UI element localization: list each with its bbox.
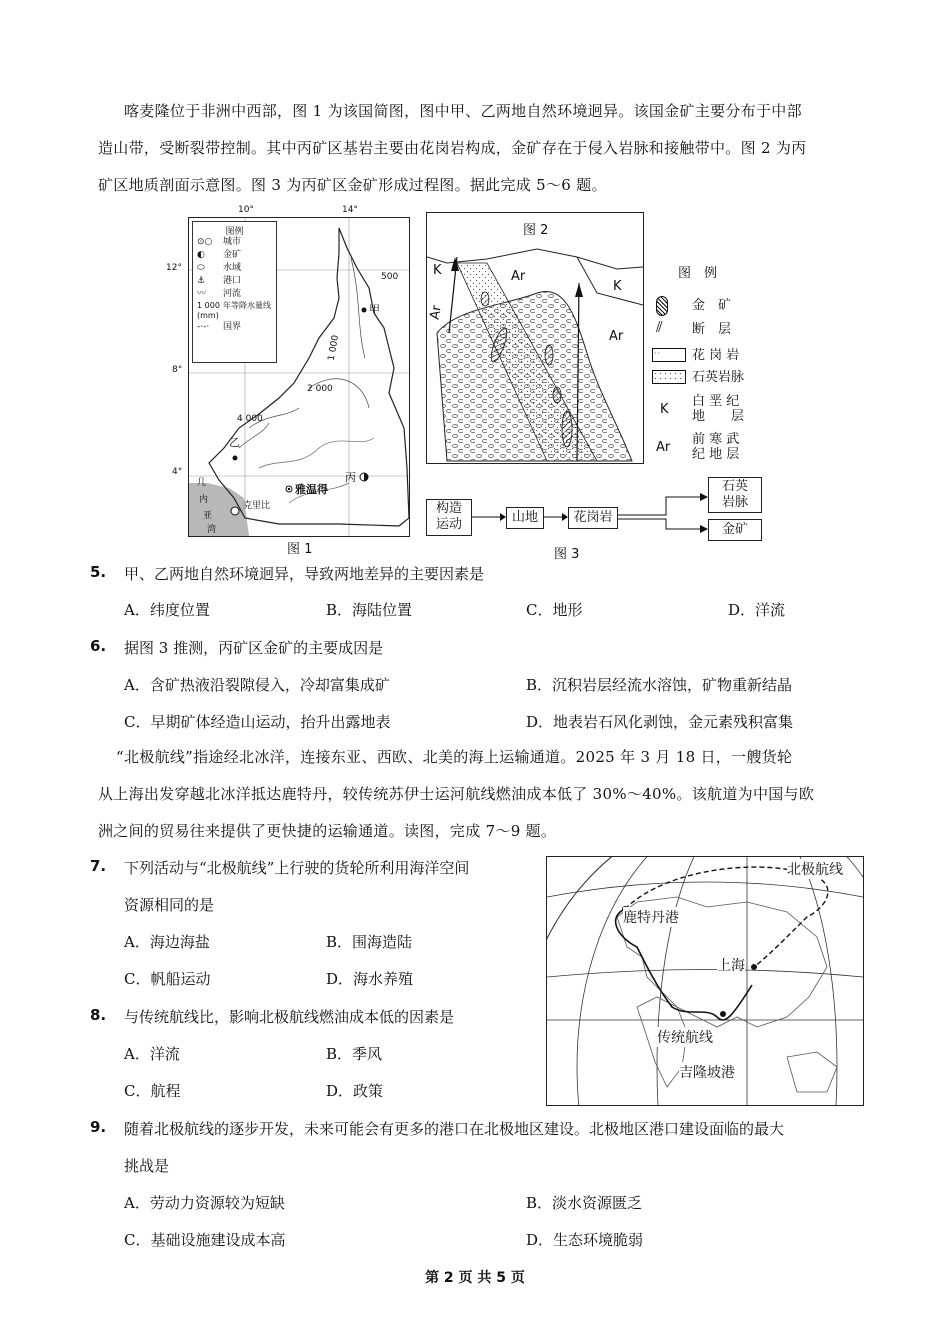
intro2-line2: 从上海出发穿越北冰洋抵达鹿特丹，较传统苏伊士运河航线燃油成本低了 30%～40%。该航道为中国与欧: [98, 785, 815, 803]
gold-symbol: ◐: [197, 250, 205, 260]
rock-k-right: K: [613, 279, 622, 294]
sea-char-3: 亚: [203, 511, 213, 521]
q9-number: 9.: [90, 1118, 107, 1136]
rock-ar-top: Ar: [511, 269, 526, 284]
intro1-line1: 喀麦隆位于非洲中西部，图 1 为该国简图，图中甲、乙两地自然环境迥异。该国金矿主要分布于中部: [124, 102, 802, 120]
legend-city: 城市: [223, 237, 242, 247]
legend-gold-symbol: [656, 296, 668, 316]
q8-option-a[interactable]: A．洋流: [124, 1045, 180, 1063]
figure-1-map: [166, 205, 410, 535]
legend-gold: 金矿: [223, 250, 242, 260]
jia-dot: [362, 308, 367, 313]
legend-quartz-symbol: [652, 370, 686, 384]
gold-body-1: [481, 292, 489, 306]
shanghai-label: 上海: [717, 955, 745, 975]
intro-paragraph-2: [98, 739, 858, 850]
question-5: [90, 563, 868, 623]
traditional-route-label: 传统航线: [657, 1027, 713, 1047]
intro2-line1: “北极航线”指途经北冰洋，连接东亚、西欧、北美的海上运输通道。2025 年 3 月 18 日，一艘货轮: [116, 748, 793, 766]
gold-body-5: [553, 387, 561, 403]
flow-step-tectonic: [426, 499, 472, 536]
gold-body-3: [545, 345, 553, 365]
legend-ar-text-1: 前 寒 武: [692, 432, 740, 447]
port-symbol: ⚓: [197, 276, 206, 286]
q9-option-b[interactable]: B．淡水资源匮乏: [526, 1194, 643, 1212]
fig1-caption: 图 1: [287, 542, 313, 557]
isohyet-4000: 4 000: [237, 414, 263, 424]
lat-label-8: 8°: [172, 365, 183, 375]
fig2-legend-title: 图 例: [678, 266, 718, 281]
intro-paragraph-1: [98, 93, 858, 204]
gold-body-4: [562, 411, 572, 447]
q8-option-b[interactable]: B．季风: [326, 1045, 383, 1063]
q5-option-a[interactable]: A．纬度位置: [124, 601, 210, 619]
q6-option-a[interactable]: A．含矿热液沿裂隙侵入，冷却富集成矿: [124, 676, 390, 694]
q7-number: 7.: [90, 857, 107, 875]
q9-option-d[interactable]: D．生态环境脆弱: [526, 1231, 644, 1249]
legend-k-text-1: 白 垩 纪: [692, 394, 740, 409]
legend-k-symbol: K: [660, 402, 669, 417]
kuala-lumpur-label: 吉隆坡港: [679, 1062, 735, 1082]
flow-step-tectonic-text: 构造运动: [435, 501, 462, 532]
legend-granite-symbol: [652, 348, 686, 362]
q6-option-b[interactable]: B．沉积岩层经流水溶蚀，矿物重新结晶: [526, 676, 793, 694]
border-symbol: -·-·: [197, 322, 210, 332]
q6-stem: 据图 3 推测，丙矿区金矿的主要成因是: [124, 639, 384, 657]
jia-label: 甲: [369, 303, 380, 316]
sea-char-2: 内: [199, 495, 209, 505]
intro2-line3: 洲之间的贸易往来提供了更快捷的运输通道。读图，完成 7～9 题。: [98, 822, 557, 840]
legend-fault-symbol: ⫽: [656, 318, 663, 336]
lat-label-4: 4°: [172, 467, 183, 477]
isohyet-unit: (mm): [197, 311, 219, 320]
question-6: [90, 637, 868, 737]
q7-option-c[interactable]: C．帆船运动: [124, 970, 211, 988]
q6-option-d[interactable]: D．地表岩石风化剥蚀，金元素残积富集: [526, 713, 794, 731]
sea-char-4: 湾: [207, 525, 217, 535]
q8-number: 8.: [90, 1006, 107, 1024]
q9-stem-2: 挑战是: [124, 1157, 170, 1175]
intro1-line3: 矿区地质剖面示意图。图 3 为丙矿区金矿形成过程图。据此完成 5～6 题。: [98, 176, 607, 194]
flow-step-mountain: 山地: [506, 507, 544, 529]
q7-option-b[interactable]: B．围海造陆: [326, 933, 413, 951]
figure-3-flow: [426, 475, 766, 543]
city-symbol: ⊙○: [197, 237, 213, 247]
q9-option-a[interactable]: A．劳动力资源较为短缺: [124, 1194, 285, 1212]
legend-river: 河流: [223, 289, 242, 299]
fig2-legend: [652, 264, 762, 464]
q6-option-c[interactable]: C．早期矿体经造山运动，抬升出露地表: [124, 713, 391, 731]
lon-label-14: 14°: [342, 205, 358, 215]
rock-ar-right: Ar: [609, 329, 624, 344]
legend-ar-text-2: 纪 地 层: [692, 447, 740, 462]
water-symbol: ⬭: [197, 263, 205, 273]
q7-option-d[interactable]: D．海水养殖: [326, 970, 414, 988]
legend-gold-text: 金 矿: [692, 298, 732, 313]
q5-number: 5.: [90, 563, 107, 581]
fig1-legend: [192, 221, 277, 363]
map-frame: [188, 217, 410, 537]
q8-option-c[interactable]: C．航程: [124, 1082, 181, 1100]
q8-stem: 与传统航线比，影响北极航线燃油成本低的因素是: [124, 1008, 455, 1026]
q7-option-a[interactable]: A．海边海盐: [124, 933, 210, 951]
arctic-route-map: [546, 856, 864, 1106]
legend-port: 港口: [223, 276, 242, 286]
kuala-lumpur-dot: [720, 1011, 726, 1017]
sea-char-1: 几: [197, 478, 207, 488]
rock-ar-left: Ar: [427, 304, 445, 321]
kribi-label: 克里比: [243, 501, 271, 511]
rock-k-left: K: [433, 263, 442, 278]
question-9: [90, 1118, 868, 1253]
shanghai-dot: [751, 964, 757, 970]
lon-label-10: 10°: [238, 205, 254, 215]
bing-label: 丙: [345, 471, 356, 484]
yaounde-label: 雅温得: [295, 483, 328, 496]
legend-isohyet: 年等降水量线: [223, 301, 271, 310]
q7-stem-2: 资源相同的是: [124, 896, 215, 914]
legend-k-text-2: 地 层: [692, 409, 745, 424]
isohyet-1000: 1 000: [326, 334, 342, 362]
river-symbol: 〰: [197, 289, 207, 299]
legend-water: 水域: [223, 263, 242, 273]
question-8: [90, 1006, 538, 1106]
lat-label-12: 12°: [166, 263, 182, 273]
kribi-port-marker: [231, 507, 239, 515]
yi-label: 乙: [229, 436, 240, 449]
fig3-caption: 图 3: [554, 547, 580, 562]
legend-ar-symbol: Ar: [656, 440, 671, 455]
q8-option-d[interactable]: D．政策: [326, 1082, 384, 1100]
q5-option-b[interactable]: B．海陆位置: [326, 601, 413, 619]
rotterdam-label: 鹿特丹港: [623, 907, 679, 927]
isohyet-500: 500: [381, 272, 399, 282]
flow-output-quartz: [708, 477, 762, 513]
page-footer: 第 2 页 共 5 页: [425, 1270, 525, 1286]
yaounde-marker: [288, 488, 290, 490]
q5-option-c[interactable]: C．地形: [526, 601, 583, 619]
isohyet-2000: 2 000: [307, 384, 333, 394]
question-7: [90, 857, 538, 997]
legend-granite-text: 花 岗 岩: [692, 348, 740, 363]
fig1-legend-title: 图例: [225, 227, 244, 237]
legend-border: 国界: [223, 322, 242, 332]
flow-output-quartz-text: 石英岩脉: [721, 479, 748, 510]
q6-number: 6.: [90, 637, 107, 655]
q5-stem: 甲、乙两地自然环境迥异，导致两地差异的主要因素是: [124, 565, 485, 583]
legend-quartz-text: 石英岩脉: [692, 370, 745, 385]
flow-step-granite: 花岗岩: [568, 507, 618, 529]
flow-output-gold: 金矿: [708, 519, 762, 541]
arctic-route-label: 北极航线: [787, 859, 843, 879]
yi-dot: [233, 456, 238, 461]
q9-stem-1: 随着北极航线的逐步开发，未来可能会有更多的港口在北极地区建设。北极地区港口建设面临的最大: [124, 1120, 785, 1138]
intro1-line2: 造山带，受断裂带控制。其中丙矿区基岩主要由花岗岩构成，金矿存在于侵入岩脉和接触带中。图 2 为丙: [98, 139, 807, 157]
figure-2-profile: [426, 212, 644, 464]
q7-stem-1: 下列活动与“北极航线”上行驶的货轮所利用海洋空间: [124, 859, 470, 877]
q5-option-d[interactable]: D．洋流: [728, 601, 786, 619]
legend-fault-text: 断 层: [692, 322, 732, 337]
q9-option-c[interactable]: C．基础设施建设成本高: [124, 1231, 286, 1249]
isohyet-value: 1 000: [197, 301, 220, 310]
fig2-title: 图 2: [523, 223, 549, 238]
